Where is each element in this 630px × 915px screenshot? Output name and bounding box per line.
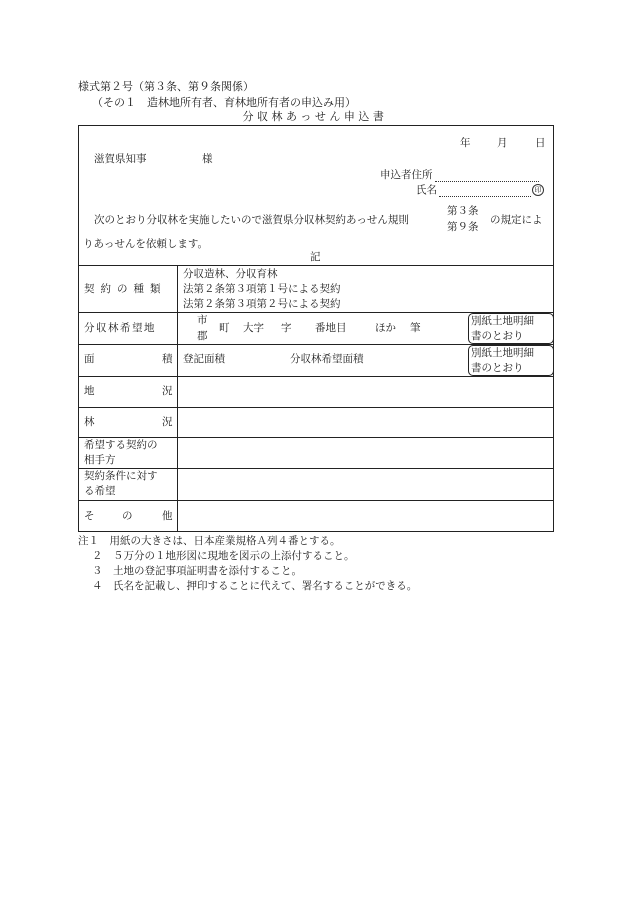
desired-party-label-1: 希望する契約の [84,439,158,451]
row-rule-3 [78,376,554,377]
ki-mark: 記 [310,251,321,263]
area-attachment-note [468,345,554,376]
area-label-a: 面 [84,353,95,365]
land-condition-label-b: 況 [162,385,173,397]
location-county: 郡 [197,330,208,342]
table-top-rule [78,265,554,266]
addressee: 滋賀県知事 [94,153,147,165]
applicant-name-line[interactable] [439,186,531,197]
applicant-address-field[interactable] [380,169,539,182]
note-2: ２ ５万分の１地形図に現地を図示の上添付すること。 [92,550,355,562]
seal-mark: 印 [532,184,544,196]
form-reference: 様式第２号（第３条、第９条関係） [78,80,254,93]
date-year: 年 [460,137,471,149]
contract-type-label: 契約の種類 [84,283,167,295]
form-subtitle: （その１ 造林地所有者、育林地所有者の申込み用） [92,96,356,109]
location-city: 市 [197,314,208,326]
other-label-c: 他 [162,510,173,522]
article-9: 第９条 [447,221,479,233]
applicant-address-line[interactable] [435,171,539,182]
location-attachment-note [468,313,554,344]
note-4: ４ 氏名を記載し、押印することに代えて、署名することができる。 [92,580,418,592]
area-registered: 登記面積 [183,353,225,365]
area-label-b: 積 [162,353,173,365]
contract-type-option-2[interactable]: 法第２条第３項第１号による契約 [183,283,341,295]
label-column-rule [177,265,178,532]
location-aza: 字 [281,322,292,334]
forest-condition-label-b: 況 [162,416,173,428]
location-note-line-2: 書のとおり [471,330,524,342]
request-body-1: 次のとおり分収林を実施したいので滋賀県分収林契約あっせん規則 [94,214,409,226]
desired-party-label-2: 相手方 [84,454,116,466]
forest-condition-label-a: 林 [84,416,95,428]
location-lot: 番地目 [315,322,347,334]
location-others: ほか [375,322,396,334]
location-parcels: 筆 [410,322,421,334]
location-town: 町 [219,322,230,334]
location-oaza: 大字 [243,322,264,334]
applicant-address-label: 申込者住所 [380,169,433,181]
note-1: 注１ 用紙の大きさは、日本産業規格Ａ列４番とする。 [78,535,341,547]
request-body-3: りあっせんを依頼します。 [83,238,209,250]
area-note-line-1: 別紙土地明細 [471,347,534,359]
land-condition-label-a: 地 [84,385,95,397]
row-rule-4 [78,407,554,408]
other-label-a: そ [84,510,95,522]
contract-type-option-3[interactable]: 法第２条第３項第２号による契約 [183,298,341,310]
note-3: ３ 土地の登記事項証明書を添付すること。 [92,565,302,577]
location-note-line-1: 別紙土地明細 [471,315,534,327]
date-day: 日 [535,137,546,149]
location-label: 分収林希望地 [84,322,156,334]
row-rule-7 [78,500,554,501]
article-3: 第３条 [447,205,479,217]
area-note-line-2: 書のとおり [471,362,524,374]
applicant-name-field[interactable] [416,184,544,197]
date-month: 月 [497,137,508,149]
other-label-b: の [122,510,133,522]
area-desired: 分収林希望面積 [290,353,364,365]
honorific: 様 [202,153,213,165]
desired-terms-label-1: 契約条件に対す [84,470,158,482]
row-rule-5 [78,437,554,438]
row-rule-6 [78,468,554,469]
desired-terms-label-2: る希望 [84,485,116,497]
applicant-name-label: 氏名 [416,184,437,196]
request-body-2: の規定によ [490,214,543,226]
form-title: 分収林あっせん申込書 [242,110,388,123]
contract-type-option-1[interactable]: 分収造林、分収育林 [183,268,278,280]
